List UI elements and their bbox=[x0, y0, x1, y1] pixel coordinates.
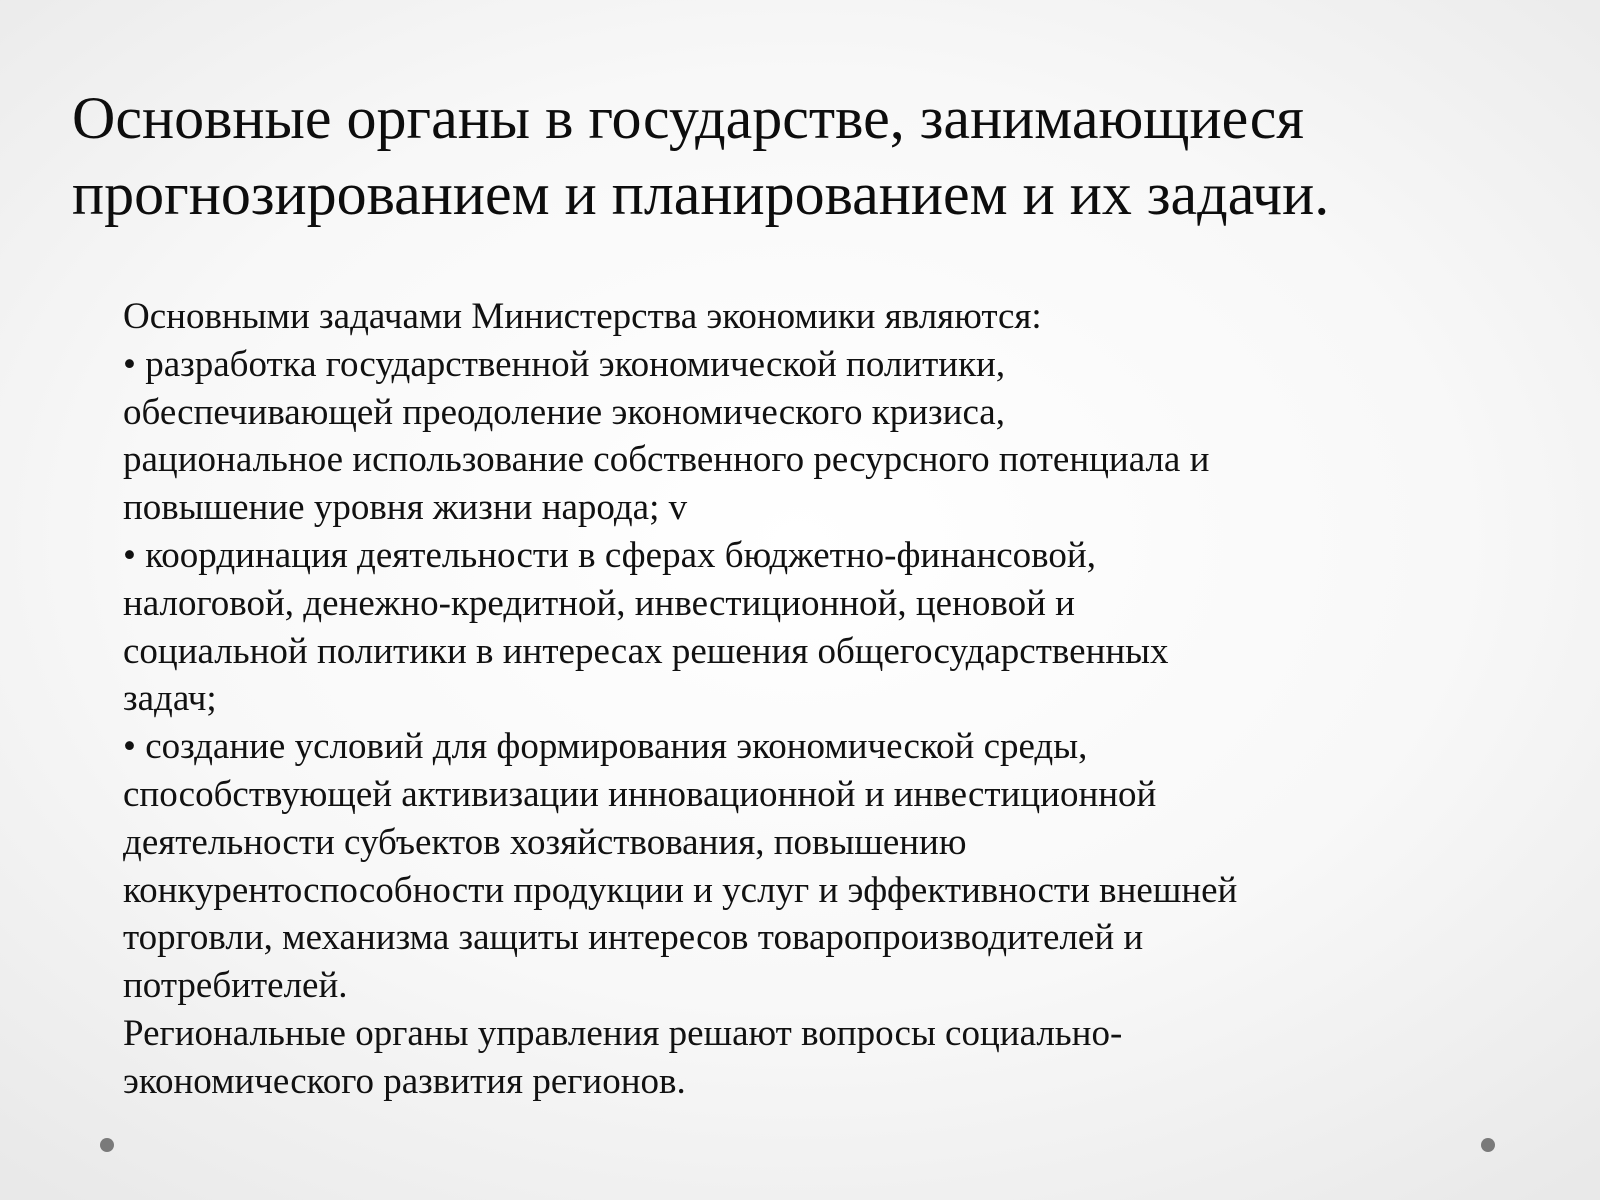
body-line-regional: Региональные органы управления решают вопросы социально- bbox=[123, 1012, 1123, 1054]
slide-title bbox=[72, 80, 1572, 232]
slide-body bbox=[123, 293, 1563, 1106]
slide-title-line: прогнозированием и планированием и их задачи. bbox=[72, 161, 1330, 227]
body-line-regional: экономического развития регионов. bbox=[123, 1060, 686, 1102]
bullet-3-line: конкурентоспособности продукции и услуг и эффективности внешней bbox=[123, 869, 1238, 911]
body-line-intro: Основными задачами Министерства экономики являются: bbox=[123, 296, 1042, 337]
bullet-1-line: повышение уровня жизни народа; v bbox=[123, 487, 688, 529]
bullet-3-line: потребителей. bbox=[123, 965, 348, 1007]
slide-title-line: Основные органы в государстве, занимающиеся bbox=[72, 85, 1304, 151]
bullet-2-line: • координация деятельности в сферах бюджетно-финансовой, bbox=[123, 534, 1096, 576]
bullet-2-line: задач; bbox=[123, 678, 217, 720]
bullet-3-line: торговли, механизма защиты интересов товаропроизводителей и bbox=[123, 917, 1144, 959]
decorative-dot-left bbox=[100, 1138, 114, 1152]
bullet-1-line: • разработка государственной экономической политики, bbox=[123, 343, 1006, 385]
bullet-3-line: способствующей активизации инновационной и инвестиционной bbox=[123, 773, 1157, 815]
bullet-3-line: деятельности субъектов хозяйствования, повышению bbox=[123, 821, 967, 863]
bullet-2-line: налоговой, денежно-кредитной, инвестиционной, ценовой и bbox=[123, 582, 1075, 624]
bullet-1-line: рациональное использование собственного ресурсного потенциала и bbox=[123, 439, 1210, 481]
bullet-1-line: обеспечивающей преодоление экономического кризиса, bbox=[123, 391, 1005, 433]
decorative-dot-right bbox=[1481, 1138, 1495, 1152]
bullet-2-line: социальной политики в интересах решения общегосударственных bbox=[123, 630, 1169, 672]
bullet-3-line: • создание условий для формирования экономической среды, bbox=[123, 726, 1088, 768]
